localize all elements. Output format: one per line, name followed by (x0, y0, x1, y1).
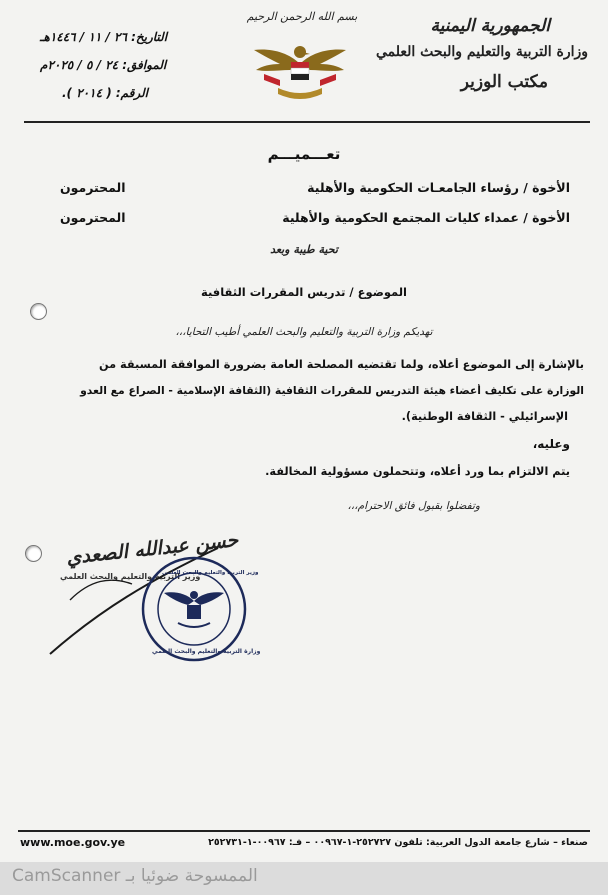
salutation-header: تحية طيبة وبعد (270, 243, 338, 256)
date-gregorian: الموافق: ٢٤ / ٥ / ٢٠٢٥م (40, 58, 167, 72)
stamp-text: وزارة التربية والتعليم والبحث العلمي (152, 648, 261, 655)
addressee-1: الأخوة / رؤساء الجامعـات الحكومية والأهلية (307, 180, 570, 195)
therefore-line: وعليه، (532, 437, 570, 451)
stamp-inner: وزير التربية والتعليم والبحث العلمي (162, 570, 259, 576)
ministry-heading: وزارة التربية والتعليم والبحث العلمي (375, 44, 588, 60)
punch-hole-top (30, 303, 47, 320)
punch-hole-bottom (25, 545, 42, 562)
republic-heading: الجمهورية اليمنية (430, 16, 550, 36)
closing-line: وتفضلوا بقبول فائق الاحترام،،، (347, 500, 480, 512)
scanner-watermark: الممسوحة ضوئيا بـ CamScanner (12, 866, 258, 886)
circular-title: تعـــميـــم (267, 145, 341, 163)
basmala: بسم الله الرحمن الرحيم (246, 10, 358, 23)
instruction-line: يتم الالتزام بما ورد أعلاه، وتتحملون مسؤولية المخالفة. (265, 465, 570, 478)
greeting-line: تهديكم وزارة التربية والتعليم والبحث العلمي أطيب التحايا،،، (175, 326, 433, 338)
yemen-eagle-emblem-icon (250, 34, 350, 106)
paragraph-line-2: الوزارة على تكليف أعضاء هيئة التدريس للمقررات الثقافية (الثقافة الإسلامية - الصراع مع العدو (80, 384, 584, 397)
signature-title: وزير التربية والتعليم والبحث العلمي (60, 572, 201, 581)
reference-number: الرقم: ( ٢٠١٤ ). (62, 86, 148, 100)
signature-name: حسن عبدالله الصعدي (65, 529, 240, 569)
footer-website: www.moe.gov.ye (20, 836, 126, 849)
subject-line: الموضوع / تدريس المقررات الثقافية (201, 285, 407, 299)
paragraph-line-3: الإسرائيلي - الثقافة الوطنية). (401, 410, 568, 423)
honorific-2: المحترمون (60, 210, 126, 225)
footer-address: صنعاء – شارع جامعة الدول العربية: تلفون ٢٥٢٧٢٧-١-٠٠٩٦٧ – فـ: ٠٠٩٦٧-١-٢٥٢٧٣١ (208, 837, 588, 848)
office-heading: مكتب الوزير (460, 72, 548, 92)
footer-divider (18, 830, 590, 832)
date-hijri: التاريخ: ٢٦ / ١١ / ١٤٤٦هـ (40, 30, 168, 44)
paragraph-line-1: بالإشارة إلى الموضوع أعلاه، ولما تقتضيه المصلحة العامة بضرورة الموافقة المسبقة من (98, 358, 584, 371)
addressee-2: الأخوة / عمداء كليات المجتمع الحكومية والأهلية (282, 210, 570, 225)
honorific-1: المحترمون (60, 180, 126, 195)
header-divider (24, 121, 590, 123)
